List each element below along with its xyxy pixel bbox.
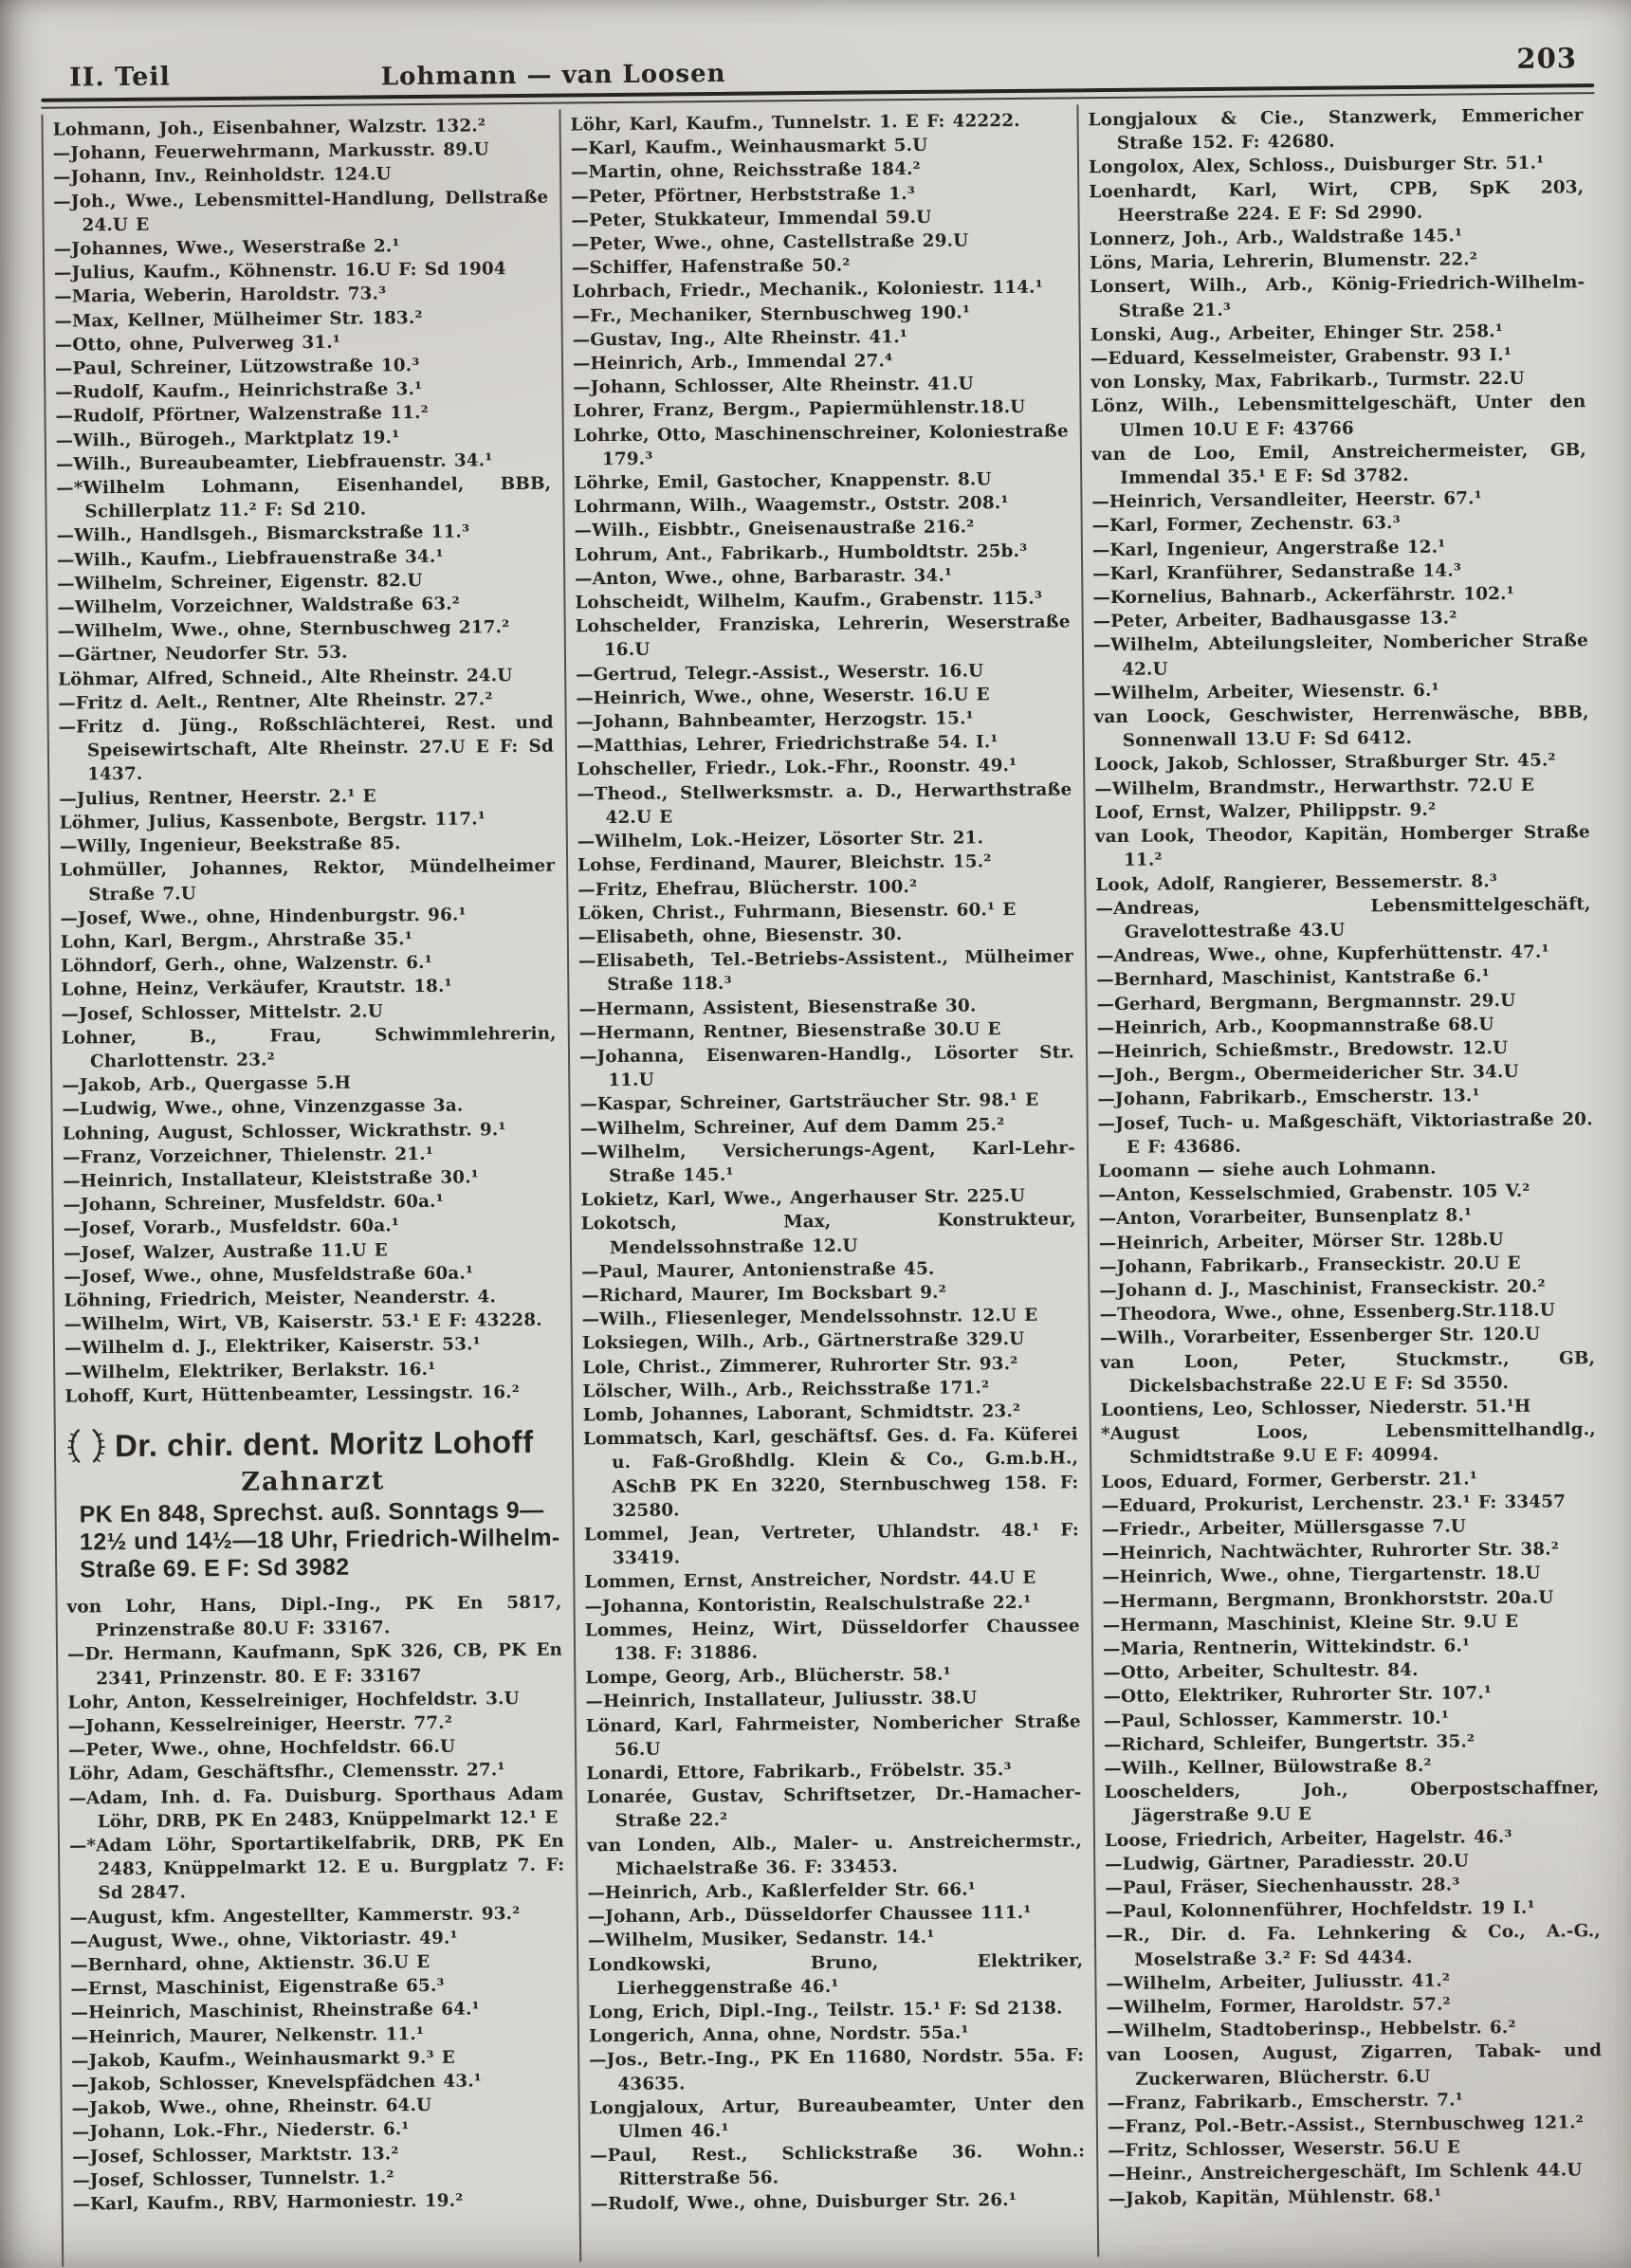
directory-entry: —Elisabeth, ohne, Biesenstr. 30. — [577, 924, 903, 948]
directory-entry: van Loock, Geschwister, Herrenwäsche, BBB, Sonnenwall 13.U F: Sd 6412. — [1093, 703, 1589, 752]
directory-entry: —Peter, Pförtner, Herbststraße 1.³ — [571, 183, 916, 208]
directory-entry: —Ludwig, Wwe., ohne, Vinzenzgasse 3a. — [62, 1095, 464, 1120]
directory-entry: Lohne, Heinz, Verkäufer, Krautstr. 18.¹ — [61, 976, 452, 1000]
directory-entry: —Joh., Bergm., Obermeidericher Str. 34.U — [1097, 1062, 1519, 1087]
directory-entry: —Heinrich, Versandleiter, Heerstr. 67.¹ — [1091, 488, 1482, 513]
directory-entry: —Paul, Maurer, Antonienstraße 45. — [581, 1258, 935, 1283]
directory-entry: Löns, Maria, Lehrerin, Blumenstr. 22.² — [1089, 249, 1478, 274]
directory-entry: —Paul, Schlosser, Kammerstr. 10.¹ — [1103, 1708, 1450, 1731]
directory-entry: —Heinrich, Maschinist, Rheinstraße 64.¹ — [70, 1999, 480, 2024]
directory-entry: —Wilh., Handlsgeh., Bismarckstraße 11.³ — [56, 521, 470, 547]
directory-entry: —Johann, Schreiner, Musfeldstr. 60a.¹ — [63, 1191, 444, 1216]
directory-entry: —Wilhelm, Wirt, VB, Kaiserstr. 53.¹ E F: 43228. — [64, 1309, 542, 1335]
directory-entry: Lokietz, Karl, Wwe., Angerhauser Str. 225.U — [580, 1186, 1026, 1211]
directory-entry: —Josef, Schlosser, Mittelstr. 2.U — [61, 1000, 384, 1025]
directory-entry: —Wilhelm, Musiker, Sedanstr. 14.¹ — [587, 1928, 935, 1951]
directory-entry: —Franz, Fabrikarb., Emscherstr. 7.¹ — [1107, 2090, 1464, 2113]
directory-entry: —Wilhelm, Vorzeichner, Waldstraße 63.² — [57, 594, 461, 618]
directory-entry: Lohr, Anton, Kesselreiniger, Hochfeldstr. 3.U — [67, 1688, 520, 1713]
directory-entry: Longjaloux, Artur, Bureaubeamter, Unter den Ulmen 46.¹ — [589, 2094, 1085, 2143]
directory-entry: —Maria, Weberin, Haroldstr. 73.³ — [54, 284, 387, 308]
directory-entry: —Max, Kellner, Mülheimer Str. 183.² — [54, 307, 423, 332]
directory-entry: —Gustav, Ing., Alte Rheinstr. 41.¹ — [572, 326, 908, 351]
directory-entry: Lohn, Karl, Bergm., Ahrstraße 35.¹ — [60, 928, 413, 953]
directory-entry: Lomb, Johannes, Laborant, Schmidtstr. 23.² — [582, 1400, 1021, 1426]
directory-entry: Löken, Christ., Fuhrmann, Biesenstr. 60.¹ E — [577, 899, 1017, 924]
directory-entry: Lohmann, Joh., Eisenbahner, Walzstr. 132.² — [52, 116, 486, 140]
directory-entry: Lole, Christ., Zimmerer, Ruhrorter Str. 93.² — [582, 1353, 1018, 1378]
directory-entry: —Julius, Rentner, Heerstr. 2.¹ E — [59, 786, 376, 810]
directory-entry: —Karl, Kranführer, Sedanstraße 14.³ — [1092, 560, 1462, 585]
directory-entry: van Look, Theodor, Kapitän, Homberger Straße 11.² — [1094, 822, 1590, 871]
directory-entry: —Ernst, Maschinist, Eigenstraße 65.³ — [70, 1976, 445, 2000]
directory-entry: —*Adam Löhr, Sportartikelfabrik, DRB, PK En 2483, Knüppelmarkt 12. E u. Burgplatz 7. F: Sd 2847. — [68, 1831, 565, 1904]
directory-entry: Loock, Jakob, Schlosser, Straßburger Str. 45.² — [1094, 750, 1556, 776]
directory-entry: Lommel, Jean, Vertreter, Uhlandstr. 48.¹ F: 33419. — [583, 1520, 1079, 1569]
directory-entry: Loomann — siehe auch Lohmann. — [1098, 1158, 1437, 1182]
directory-entry: Loose, Friedrich, Arbeiter, Hagelstr. 46.³ — [1104, 1826, 1512, 1851]
directory-entry: —Jakob, Schlosser, Knevelspfädchen 43.¹ — [71, 2071, 483, 2095]
entry-list-col1-bottom — [66, 1591, 567, 2217]
directory-entry: —Adam, Inh. d. Fa. Duisburg. Sporthaus Adam Löhr, DRB, PK En 2483, Knüppelmarkt 12.¹ E — [68, 1783, 564, 1833]
directory-entry: —Richard, Schleifer, Bungertstr. 35.² — [1103, 1731, 1475, 1755]
ad-title: Dr. chir. dent. Moritz Lohoff — [114, 1423, 534, 1464]
directory-entry: —Theod., Stellwerksmstr. a. D., Herwarthstraße 42.U E — [577, 779, 1072, 829]
directory-entry: —Gertrud, Telegr.-Assist., Weserstr. 16.U — [576, 660, 984, 686]
directory-entry: —Johannes, Wwe., Weserstraße 2.¹ — [53, 236, 400, 260]
directory-entry: Löhning, Friedrich, Meister, Neanderstr. 4. — [64, 1287, 497, 1311]
directory-entry: —Rudolf, Kaufm., Heinrichstraße 3.¹ — [55, 379, 423, 403]
directory-entry: —Elisabeth, Tel.-Betriebs-Assistent., Mülheimer Straße 118.³ — [577, 946, 1074, 996]
directory-entry: —Franz, Pol.-Betr.-Assist., Sternbuschweg 121.² — [1107, 2113, 1585, 2138]
directory-entry: —Karl, Kaufm., RBV, Harmoniestr. 19.² — [72, 2190, 464, 2215]
directory-entry: —Karl, Ingenieur, Angerstraße 12.¹ — [1091, 537, 1446, 560]
directory-entry: —Wilh., Fliesenleger, Mendelssohnstr. 12.U E — [581, 1305, 1038, 1330]
directory-entry: —Otto, Elektriker, Ruhrorter Str. 107.¹ — [1103, 1683, 1493, 1708]
directory-entry: Longolox, Alex, Schloss., Duisburger Str. 51.¹ — [1088, 153, 1545, 178]
ad-body: PK En 848, Sprechst. auß. Sonntags 9—12½ und 14½—18 Uhr, Friedrich-Wilhelm-Straße 69. E F: Sd 3982 — [79, 1496, 560, 1583]
directory-entry: Longerich, Anna, ohne, Nordstr. 55a.¹ — [588, 2022, 969, 2047]
directory-entry: Lohoff, Kurt, Hüttenbeamter, Lessingstr. 16.² — [64, 1381, 521, 1407]
directory-entry: —R., Dir. d. Fa. Lehnkering & Co., A.-G., Moselstraße 3.² F: Sd 4434. — [1105, 1921, 1602, 1970]
column-3 — [1078, 100, 1615, 2257]
directory-entry: Londkowski, Bruno, Elektriker, Lierheggenstraße 46.¹ — [588, 1949, 1084, 1999]
directory-entry: —August, kfm. Angestellter, Kammerstr. 93.² — [69, 1903, 521, 1929]
directory-entry: Lohscheller, Friedr., Lok.-Fhr., Roonstr. 49.¹ — [577, 756, 1017, 780]
directory-entry: van Loon, Peter, Stuckmstr., GB, Dickelsbachstraße 22.U E F: Sd 3550. — [1100, 1347, 1596, 1397]
directory-entry: —Johanna, Eisenwaren-Handlg., Lösorter Str. 11.U — [578, 1042, 1075, 1091]
directory-entry: —Johanna, Kontoristin, Realschulstraße 22.¹ — [584, 1592, 1032, 1617]
directory-entry: Lohse, Ferdinand, Maurer, Bleichstr. 15.² — [577, 851, 992, 876]
directory-entry: —Heinrich, Arb., Immendal 27.⁴ — [572, 351, 893, 375]
column-1 — [41, 110, 581, 2267]
directory-entry: —Hermann, Bergmann, Bronkhorststr. 20a.U — [1102, 1587, 1554, 1612]
directory-entry: —Josef, Wwe., ohne, Musfeldstraße 60a.¹ — [64, 1263, 474, 1288]
directory-entry: —Heinrich, Installateur, Juliusstr. 38.U — [585, 1688, 978, 1712]
directory-entry: Lokotsch, Max, Konstrukteur, Mendelssohnstraße 12.U — [580, 1209, 1076, 1258]
directory-entry: Lohrmann, Wilh., Waagemstr., Oststr. 208.¹ — [574, 493, 1009, 518]
directory-entry: —Kaspar, Schreiner, Gartsträucher Str. 98.¹ E — [579, 1090, 1039, 1115]
directory-entry: —Fr., Mechaniker, Sternbuschweg 190.¹ — [572, 302, 971, 327]
directory-entry: —Wilhelm, Arbeiter, Wiesenstr. 6.¹ — [1093, 680, 1439, 704]
directory-entry: —Wilhelm, Former, Haroldstr. 57.² — [1106, 1994, 1451, 2019]
directory-entry: —Gärtner, Neudorfer Str. 53. — [57, 643, 348, 667]
directory-entry: —Johann, Bahnbeamter, Herzogstr. 15.¹ — [576, 708, 974, 733]
directory-entry: —Heinrich, Nachtwächter, Ruhrorter Str. 38.² — [1102, 1539, 1560, 1564]
directory-entry: —Matthias, Lehrer, Friedrichstraße 54. I.¹ — [576, 732, 999, 757]
directory-entry: Lohscheidt, Wilhelm, Kaufm., Grabenstr. 115.³ — [575, 588, 1043, 613]
directory-entry: —Peter, Wwe., ohne, Hochfeldstr. 66.U — [67, 1736, 456, 1761]
directory-entry: Lohner, B., Frau, Schwimmlehrerin, Charlottenstr. 23.² — [61, 1023, 557, 1072]
directory-entry: Lonarée, Gustav, Schriftsetzer, Dr.-Hamacher-Straße 22.² — [586, 1783, 1082, 1832]
directory-entry: Lommes, Heinz, Wirt, Düsseldorfer Chaussee 138. F: 31886. — [584, 1616, 1080, 1665]
directory-entry: —Johann, Inv., Reinholdstr. 124.U — [53, 164, 392, 189]
directory-entry: —Wilh., Bürogeh., Marktplatz 19.¹ — [55, 427, 400, 451]
page-number: 203 — [1516, 42, 1578, 75]
directory-entry: —Otto, ohne, Pulverweg 31.¹ — [54, 332, 341, 356]
directory-entry: —Rudolf, Pförtner, Walzenstraße 11.² — [55, 403, 429, 428]
directory-entry: —Paul, Rest., Schlickstraße 36. Wohn.: Ritterstraße 56. — [590, 2141, 1086, 2190]
directory-entry: Lommatsch, Karl, geschäftsf. Ges. d. Fa. Küferei u. Faß-Großhdlg. Klein & Co., G.m.b.H., ASchB PK En 3220, Sternbuschweg 158. F: 32580. — [582, 1424, 1079, 1521]
directory-entry: —Heinrich, Arb., Kaßlerfelder Str. 66.¹ — [587, 1879, 977, 1904]
directory-entry: —Wilhelm, Elektriker, Berlakstr. 16.¹ — [64, 1359, 436, 1383]
directory-entry: —Fritz d. Aelt., Rentner, Alte Rheinstr. 27.² — [58, 689, 493, 714]
directory-entry: *August Loos, Lebensmittelhandlg., Schmidtstraße 9.U E F: 40994. — [1100, 1419, 1596, 1469]
directory-entry: Looschelders, Joh., Oberpostschaffner, Jägerstraße 9.U E — [1104, 1778, 1600, 1827]
directory-entry: Lonardi, Ettore, Fabrikarb., Fröbelstr. 35.³ — [586, 1760, 1012, 1784]
directory-entry: —Johann, Kesselreiniger, Heerstr. 77.² — [67, 1712, 453, 1737]
directory-entry: Longjaloux & Cie., Stanzwerk, Emmericher Straße 152. F: 42680. — [1088, 105, 1584, 155]
directory-entry: —Johann, Fabrikarb., Franseckistr. 20.U E — [1099, 1253, 1521, 1277]
directory-entry: —Josef, Tuch- u. Maßgeschäft, Viktoriastraße 20. E F: 43686. — [1097, 1108, 1593, 1158]
directory-entry: —Jakob, Arb., Quergasse 5.H — [62, 1072, 352, 1096]
directory-entry: Löhmar, Alfred, Schneid., Alte Rheinstr. 24.U — [58, 665, 513, 690]
directory-entry: van Londen, Alb., Maler- u. Anstreichermstr., Michaelstraße 36. F: 33453. — [586, 1830, 1083, 1879]
directory-entry: —Jakob, Kaufm., Weinhausmarkt 9.³ E — [71, 2047, 456, 2072]
section-label: II. Teil — [68, 62, 172, 93]
directory-entry: —Franz, Vorzeichner, Thielenstr. 21.¹ — [62, 1143, 434, 1168]
directory-entry: —Johann, Lok.-Fhr., Niederstr. 6.¹ — [71, 2119, 410, 2144]
directory-entry: Lohrum, Ant., Fabrikarb., Humboldtstr. 25b.³ — [574, 540, 1028, 566]
directory-entry: —Heinrich, Maurer, Nelkenstr. 11.¹ — [70, 2023, 425, 2048]
directory-entry: —Bernhard, ohne, Aktienstr. 36.U E — [70, 1951, 431, 1976]
directory-entry: —Julius, Kaufm., Köhnenstr. 16.U F: Sd 1904 — [53, 259, 506, 284]
column-2 — [560, 104, 1099, 2261]
directory-entry: —Heinrich, Installateur, Kleiststraße 30.¹ — [63, 1167, 480, 1192]
laurel-wreath-icon — [65, 1425, 107, 1467]
directory-entry: —Anton, Wwe., ohne, Barbarastr. 34.¹ — [575, 565, 953, 590]
directory-entry: —Johann, Arb., Düsseldorfer Chaussee 111.¹ — [587, 1903, 1032, 1928]
directory-entry: —Otto, Arbeiter, Schultestr. 84. — [1103, 1660, 1419, 1684]
directory-entry: Loos, Eduard, Former, Gerberstr. 21.¹ — [1101, 1468, 1478, 1492]
directory-entry: —Wilhelm, Abteilungsleiter, Nombericher Straße 42.U — [1092, 631, 1588, 680]
directory-entry: —Wilhelm, Wwe., ohne, Sternbuschweg 217.² — [57, 617, 510, 642]
directory-entry: Lohrbach, Friedr., Mechanik., Koloniestr. 114.¹ — [572, 278, 1044, 302]
directory-entry: —Andreas, Wwe., ohne, Kupferhüttenstr. 47.¹ — [1095, 942, 1549, 967]
directory-entry: —Heinrich, Schießmstr., Bredowstr. 12.U — [1096, 1037, 1509, 1063]
directory-entry: —*Wilhelm Lohmann, Eisenhandel, BBB, Schillerplatz 11.² F: Sd 210. — [56, 473, 552, 522]
directory-entry: —Heinrich, Arb., Koopmannstraße 68.U — [1096, 1014, 1494, 1038]
directory-entry: —Josef, Vorarb., Musfeldstr. 60a.¹ — [63, 1216, 400, 1239]
directory-entry: —Johann d. J., Maschinist, Franseckistr. 20.² — [1099, 1276, 1546, 1302]
directory-entry: —Karl, Kaufm., Weinhausmarkt 5.U — [570, 136, 928, 159]
directory-entry: —Andreas, Lebensmittelgeschäft, Gravelottestraße 43.U — [1095, 893, 1591, 942]
directory-entry: —Theodora, Wwe., ohne, Essenberg.Str.118.U — [1099, 1300, 1556, 1326]
directory-entry: Löhr, Karl, Kaufm., Tunnelstr. 1. E F: 42222. — [570, 110, 1020, 136]
directory-entry: —Josef, Schlosser, Marktstr. 13.² — [72, 2143, 399, 2167]
directory-entry: —Wilh., Eisbbtr., Gneisenaustraße 216.² — [574, 517, 975, 541]
page-title: Lohmann — van Loosen — [380, 59, 726, 92]
directory-entry: —Wilhelm, Stadtoberinsp., Hebbelstr. 6.² — [1106, 2018, 1516, 2042]
directory-entry: —Heinrich, Wwe., ohne, Weserstr. 16.U E — [576, 685, 990, 709]
directory-entry: —Rudolf, Wwe., ohne, Duisburger Str. 26.¹ — [590, 2189, 1017, 2215]
directory-entry: —Jakob, Kapitän, Mühlenstr. 68.¹ — [1108, 2186, 1442, 2209]
directory-entry: Lohning, August, Schlosser, Wickrathstr. 9.¹ — [62, 1119, 506, 1144]
directory-entry: —Josef, Wwe., ohne, Hindenburgstr. 96.¹ — [60, 905, 467, 929]
advertisement-moritz-lohoff — [65, 1421, 562, 1584]
directory-entry: —Wilh., Kaufm., Liebfrauenstraße 34.¹ — [56, 546, 444, 571]
directory-entry: Lohrke, Otto, Maschinenschreiner, Koloniestraße 179.³ — [573, 421, 1069, 469]
directory-entry: Lohrer, Franz, Bergm., Papiermühlenstr.18.U — [573, 397, 1026, 422]
directory-entry: —Eduard, Kesselmeister, Grabenstr. 93 I.¹ — [1090, 344, 1512, 370]
directory-entry: Löhrke, Emil, Gastocher, Knappenstr. 8.U — [574, 469, 992, 494]
directory-entry: Long, Erich, Dipl.-Ing., Teilstr. 15.¹ F: Sd 2138. — [588, 1998, 1063, 2023]
directory-entry: —Peter, Stukkateur, Immendal 59.U — [571, 207, 932, 231]
directory-entry: —Kornelius, Bahnarb., Ackerfährstr. 102.¹ — [1092, 583, 1514, 609]
directory-entry: van de Loo, Emil, Anstreichermeister, GB, Immendal 35.¹ E F: Sd 3782. — [1090, 440, 1587, 488]
directory-entry: Lölscher, Wilh., Arb., Reichsstraße 171.² — [582, 1378, 990, 1402]
directory-entry: —Karl, Former, Zechenstr. 63.³ — [1091, 513, 1401, 537]
directory-entry: —Johann, Feuerwehrmann, Markusstr. 89.U — [52, 139, 489, 164]
directory-entry: —Wilhelm, Schreiner, Eigenstr. 82.U — [57, 570, 423, 594]
directory-entry: —Bernhard, Maschinist, Kantstraße 6.¹ — [1096, 966, 1490, 991]
directory-entry: —Paul, Kolonnenführer, Hochfeldstr. 19 I.¹ — [1105, 1897, 1535, 1923]
directory-entry: —Heinrich, Arbeiter, Mörser Str. 128b.U — [1098, 1229, 1504, 1253]
directory-entry: —Fritz, Schlosser, Weserstr. 56.U E — [1108, 2137, 1461, 2162]
directory-entry: —Josef, Schlosser, Tunnelstr. 1.² — [72, 2167, 394, 2191]
directory-entry: —Fritz, Ehefrau, Blücherstr. 100.² — [577, 876, 918, 900]
directory-entry: —Hermann, Assistent, Biesenstraße 30. — [578, 995, 977, 1019]
directory-entry: —Anton, Vorarbeiter, Bunsenplatz 8.¹ — [1098, 1205, 1473, 1230]
directory-entry: —Maria, Rentnerin, Wittekindstr. 6.¹ — [1102, 1636, 1471, 1660]
directory-entry: Lönard, Karl, Fahrmeister, Nombericher Straße 56.U — [585, 1710, 1081, 1760]
directory-entry: —Wilhelm, Brandmstr., Herwarthstr. 72.U E — [1094, 775, 1535, 799]
directory-entry: —Wilhelm, Lok.-Heizer, Lösorter Str. 21. — [577, 828, 984, 852]
ad-title-row — [65, 1421, 560, 1468]
directory-entry: —Dr. Hermann, Kaufmann, SpK 326, CB, PK En 2341, Prinzenstr. 80. E F: 33167 — [66, 1639, 563, 1689]
directory-entry: —Jakob, Wwe., ohne, Rheinstr. 64.U — [71, 2095, 432, 2119]
directory-entry: —Gerhard, Bergmann, Bergmannstr. 29.U — [1096, 990, 1516, 1015]
entry-list-col2 — [570, 108, 1085, 2216]
directory-entry: —Wilh., Kellner, Bülowstraße 8.² — [1104, 1755, 1432, 1780]
directory-entry: Look, Adolf, Rangierer, Bessemerstr. 8.³ — [1095, 870, 1498, 895]
directory-entry: —Johann, Fabrikarb., Emscherstr. 13.¹ — [1097, 1086, 1480, 1110]
directory-entry: —Anton, Kesselschmied, Grabenstr. 105 V.² — [1098, 1180, 1530, 1206]
directory-entry: Löhr, Adam, Geschäftsfhr., Clemensstr. 27.¹ — [68, 1760, 505, 1784]
directory-entry: —Willy, Ingenieur, Beekstraße 85. — [59, 833, 401, 857]
entry-list-col3 — [1088, 103, 1603, 2211]
directory-entry: —Peter, Wwe., ohne, Castellstraße 29.U — [571, 230, 969, 255]
directory-entry: —Wilhelm, Versicherungs-Agent, Karl-Lehr-Straße 145.¹ — [579, 1138, 1076, 1187]
directory-entry: —Hermann, Rentner, Biesenstraße 30.U E — [578, 1018, 1001, 1044]
directory-entry: —Wilhelm d. J., Elektriker, Kaiserstr. 53.¹ — [64, 1334, 481, 1359]
directory-entry: Loontiens, Leo, Schlosser, Niederstr. 51.¹H — [1100, 1396, 1531, 1421]
directory-entry: —August, Wwe., ohne, Viktoriastr. 49.¹ — [69, 1928, 458, 1952]
directory-entry: —Wilh., Bureaubeamter, Liebfrauenstr. 34.¹ — [55, 450, 493, 475]
directory-entry: —Heinrich, Wwe., ohne, Tiergartenstr. 18.U — [1102, 1564, 1541, 1588]
directory-entry: —Hermann, Maschinist, Kleine Str. 9.U E — [1102, 1611, 1519, 1636]
directory-entry: Lonnerz, Joh., Arb., Waldstraße 145.¹ — [1089, 226, 1463, 250]
directory-entry: Löhndorf, Gerh., ohne, Walzenstr. 6.¹ — [61, 952, 432, 977]
directory-entry: von Lonsky, Max, Fabrikarb., Turmstr. 22.U — [1090, 369, 1525, 393]
directory-entry: Lonski, Aug., Arbeiter, Ehinger Str. 258.¹ — [1090, 320, 1504, 346]
directory-entry: Loof, Ernst, Walzer, Philippstr. 9.² — [1094, 799, 1437, 824]
directory-entry: Löhmer, Julius, Kassenbote, Bergstr. 117.¹ — [59, 809, 486, 833]
directory-entry: van Loosen, August, Zigarren, Tabak- und Zuckerwaren, Blücherstr. 6.U — [1107, 2040, 1603, 2090]
directory-entry: —Eduard, Prokurist, Lerchenstr. 23.¹ F: 33457 — [1101, 1491, 1567, 1516]
directory-entry: —Wilh., Vorarbeiter, Essenberger Str. 120.U — [1099, 1325, 1541, 1349]
directory-entry: Loenhardt, Karl, Wirt, CPB, SpK 203, Heerstraße 224. E F: Sd 2990. — [1089, 176, 1585, 226]
directory-entry: —Fritz d. Jüng., Roßschlächterei, Rest. und Speisewirtschaft, Alte Rheinstr. 27.U E F: Sd 1437. — [58, 712, 555, 785]
directory-entry: —Ludwig, Gärtner, Paradiesstr. 20.U — [1105, 1851, 1470, 1875]
directory-entry: —Joh., Wwe., Lebensmittel-Handlung, Dellstraße 24.U E — [53, 187, 549, 236]
directory-entry: —Paul, Fräser, Siechenhausstr. 28.³ — [1105, 1875, 1460, 1899]
directory-entry: —Johann, Schlosser, Alte Rheinstr. 41.U — [573, 374, 974, 398]
directory-entry: Lohmüller, Johannes, Rektor, Mündelheimer Straße 7.U — [60, 855, 556, 905]
directory-entry: —Heinr., Anstreichergeschäft, Im Schlenk 44.U — [1108, 2160, 1583, 2186]
directory-entry: —Friedr., Arbeiter, Müllersgasse 7.U — [1101, 1516, 1467, 1541]
directory-entry: —Josef, Walzer, Austraße 11.U E — [63, 1239, 388, 1264]
directory-entry: von Lohr, Hans, Dipl.-Ing., PK En 5817, Prinzenstraße 80.U F: 33167. — [66, 1592, 562, 1641]
directory-entry: —Wilhelm, Arbeiter, Juliusstr. 41.² — [1106, 1970, 1451, 1994]
directory-entry: Lohschelder, Franziska, Lehrerin, Weserstraße 16.U — [575, 612, 1071, 661]
directory-entry: —Richard, Maurer, Im Bocksbart 9.² — [581, 1282, 947, 1307]
directory-entry: —Peter, Arbeiter, Badhausgasse 13.² — [1092, 608, 1457, 632]
directory-entry: Lonsert, Wilh., Arb., König-Friedrich-Wilhelm-Straße 21.³ — [1090, 272, 1585, 321]
directory-columns — [41, 100, 1615, 2267]
directory-entry: —Paul, Schreiner, Lützowstraße 10.³ — [54, 356, 420, 379]
directory-entry: —Schiffer, Hafenstraße 50.² — [571, 255, 851, 279]
directory-entry: Lompe, Georg, Arb., Blücherstr. 58.¹ — [585, 1664, 952, 1689]
entry-list-col1-top — [53, 114, 560, 1409]
directory-entry: —Martin, ohne, Reichsstraße 184.² — [570, 159, 921, 183]
directory-entry: Loksiegen, Wilh., Arb., Gärtnerstraße 329.U — [581, 1329, 1025, 1354]
ad-subtitle: Zahnarzt — [241, 1466, 386, 1497]
directory-entry: —Jos., Betr.-Ing., PK En 11680, Nordstr. 55a. F: 43635. — [589, 2045, 1085, 2094]
directory-entry: —Wilhelm, Schreiner, Auf dem Damm 25.² — [579, 1114, 1005, 1139]
directory-entry: Lommen, Ernst, Anstreicher, Nordstr. 44.U E — [584, 1568, 1036, 1593]
directory-entry: Lönz, Wilh., Lebensmittelgeschäft, Unter den Ulmen 10.U E F: 43766 — [1090, 392, 1586, 441]
